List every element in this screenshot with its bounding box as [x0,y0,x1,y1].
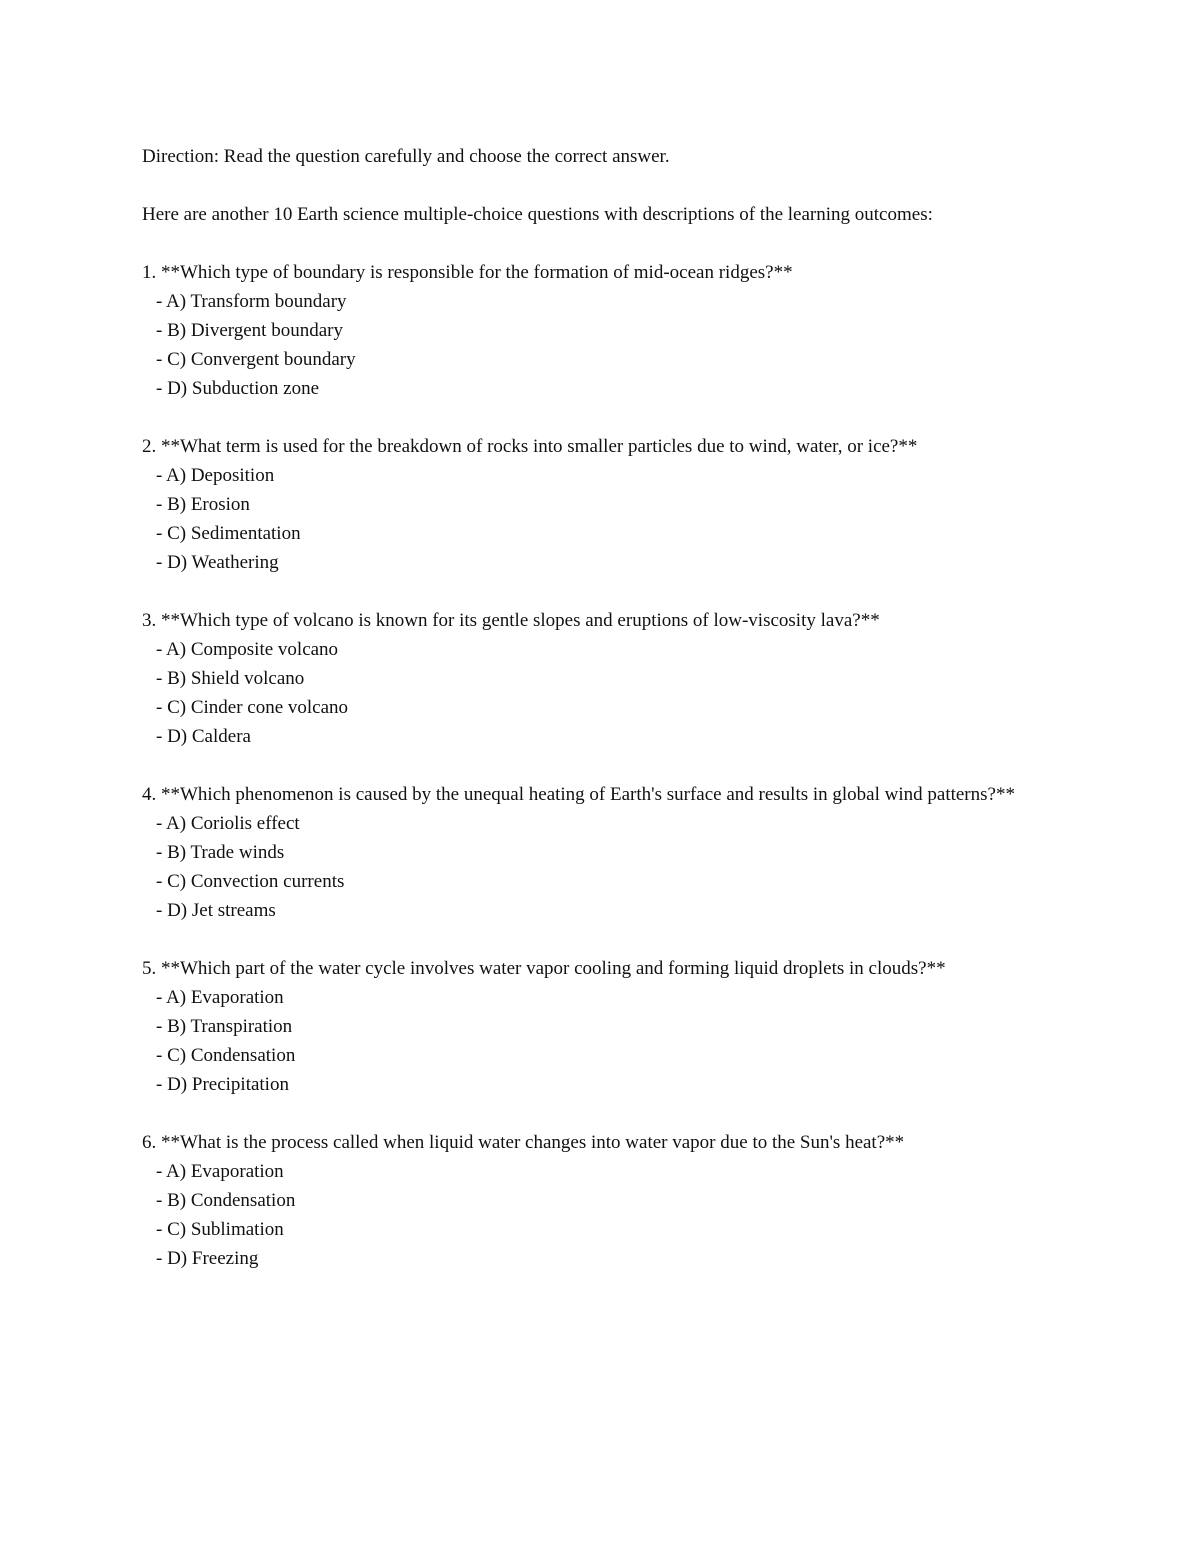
option-c: - C) Sedimentation [156,523,301,544]
option-b: - B) Shield volcano [156,668,305,689]
option-d: - D) Caldera [156,726,251,747]
option-b: - B) Transpiration [156,1016,293,1037]
option-a: - A) Deposition [156,465,275,486]
question-5 [142,954,1058,1099]
option-a: - A) Evaporation [156,987,284,1008]
option-list [142,461,1058,577]
question-4 [142,780,1058,925]
option-a: - A) Coriolis effect [156,813,300,834]
question-3 [142,606,1058,751]
option-c: - C) Sublimation [156,1219,284,1240]
option-list [142,635,1058,751]
question-text: 2. **What term is used for the breakdown of rocks into smaller particles due to wind, water, or ice?** [142,436,918,457]
option-list [142,287,1058,403]
option-b: - B) Divergent boundary [156,320,343,341]
option-b: - B) Trade winds [156,842,285,863]
question-text: 6. **What is the process called when liquid water changes into water vapor due to the Sun's heat?** [142,1132,905,1153]
option-list [142,1157,1058,1273]
option-a: - A) Evaporation [156,1161,284,1182]
option-d: - D) Weathering [156,552,279,573]
option-c: - C) Convergent boundary [156,349,356,370]
option-a: - A) Composite volcano [156,639,339,660]
question-text: 5. **Which part of the water cycle involves water vapor cooling and forming liquid droplets in clouds?** [142,958,946,979]
question-text: 1. **Which type of boundary is responsible for the formation of mid-ocean ridges?** [142,262,793,283]
direction-text: Direction: Read the question carefully and choose the correct answer. [142,146,670,167]
option-b: - B) Erosion [156,494,250,515]
option-a: - A) Transform boundary [156,291,347,312]
option-b: - B) Condensation [156,1190,296,1211]
intro-text: Here are another 10 Earth science multiple-choice questions with descriptions of the learning outcomes: [142,204,933,225]
option-c: - C) Condensation [156,1045,296,1066]
option-c: - C) Cinder cone volcano [156,697,349,718]
question-text: 3. **Which type of volcano is known for its gentle slopes and eruptions of low-viscosity lava?** [142,610,880,631]
question-text: 4. **Which phenomenon is caused by the unequal heating of Earth's surface and results in global wind patterns?** [142,784,1015,805]
option-d: - D) Freezing [156,1248,259,1269]
document-page [142,142,1058,1302]
option-d: - D) Precipitation [156,1074,289,1095]
option-list [142,983,1058,1099]
option-c: - C) Convection currents [156,871,345,892]
question-6 [142,1128,1058,1273]
question-2 [142,432,1058,577]
option-d: - D) Subduction zone [156,378,320,399]
option-list [142,809,1058,925]
question-1 [142,258,1058,403]
option-d: - D) Jet streams [156,900,276,921]
